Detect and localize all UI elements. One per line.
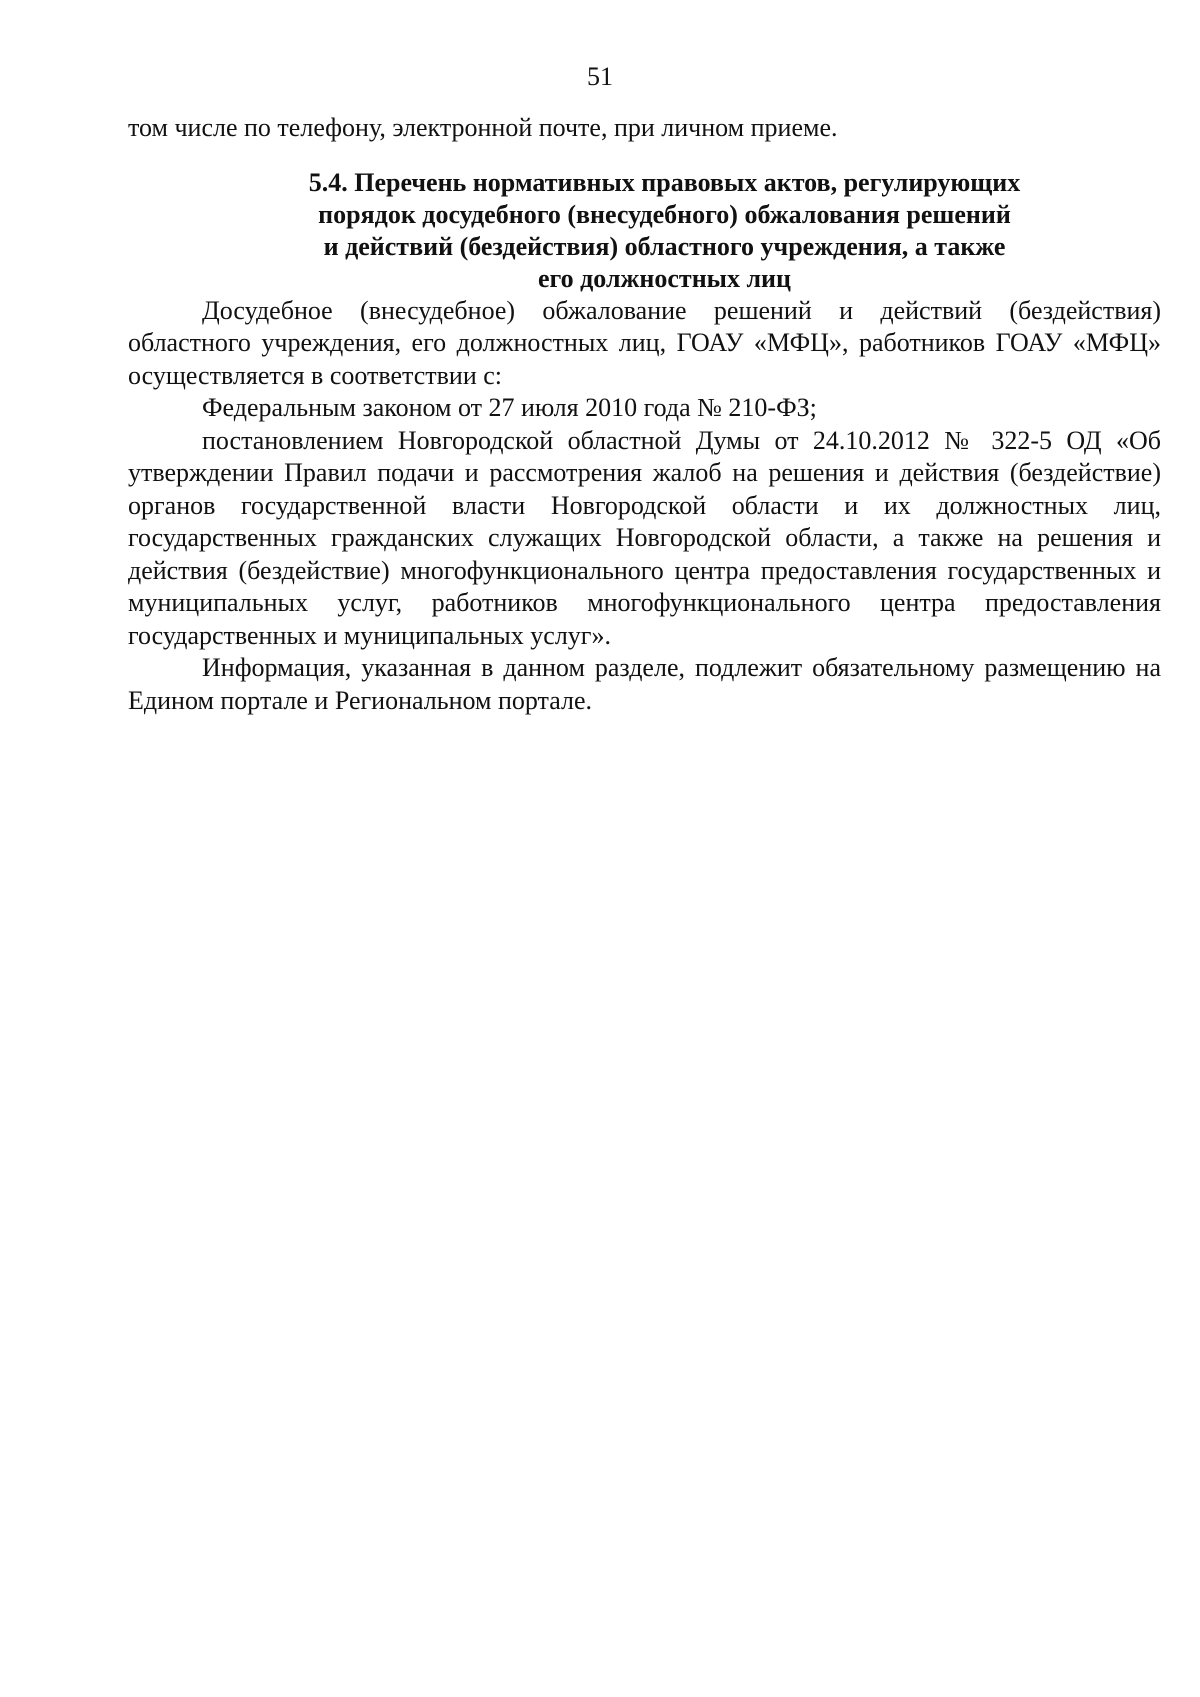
section-heading-line: и действий (бездействия) областного учреждения, а также (323, 231, 1006, 261)
body-paragraph: Информация, указанная в данном разделе, подлежит обязательному размещению на Едином портале и Региональном портале. (128, 653, 1161, 715)
body-paragraph: Досудебное (внесудебное) обжалование решений и действий (бездействия) областного учреждения, его должностных лиц, ГОАУ «МФЦ», работников ГОАУ «МФЦ» осуществляется в соответствии с: (128, 295, 1161, 390)
page-content (128, 112, 1161, 717)
intro-line: том числе по телефону, электронной почте, при личном приеме. (128, 113, 838, 142)
section-heading-line: порядок досудебного (внесудебного) обжалования решений (318, 199, 1011, 229)
section-heading-line: его должностных лиц (537, 263, 792, 293)
section-heading-line: 5.4. Перечень нормативных правовых актов, регулирующих (308, 167, 1021, 197)
section-heading (128, 167, 1161, 295)
body-paragraph: постановлением Новгородской областной Думы от 24.10.2012 № 322-5 ОД «Об утверждении Правил подачи и рассмотрения жалоб на решения и действия (бездействие) органов государственной власти Новгородской области и их должностных лиц, государственных гражданских служащих Новгородской области, а также на решения и действия (бездействие) многофункционального центра предоставления государственных и муниципальных услуг, работников многофункционального центра предоставления государственных и муниципальных услуг». (128, 425, 1161, 650)
body-paragraph: Федеральным законом от 27 июля 2010 года № 210-ФЗ; (202, 393, 817, 422)
page-number: 51 (587, 62, 613, 91)
